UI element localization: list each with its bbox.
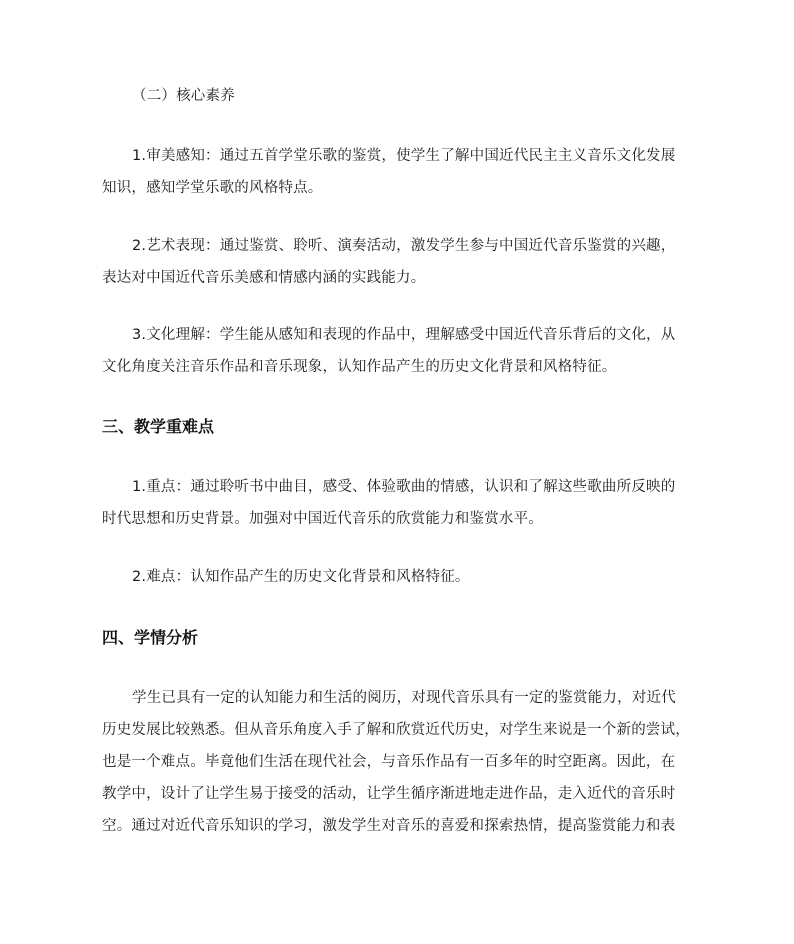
analysis-line: 历史发展比较熟悉。但从音乐角度入手了解和欣赏近代历史，对学生来说是一个新的尝试，: [102, 722, 690, 738]
subsection-title-core-literacy: （二）核心素养: [132, 88, 235, 104]
core-item-1-line-2: 知识，感知学堂乐歌的风格特点。: [102, 180, 323, 196]
focus-point-line-1: 1.重点：通过聆听书中曲目，感受、体验歌曲的情感，认识和了解这些歌曲所反映的: [132, 479, 676, 495]
core-item-2-line-1: 2.艺术表现：通过鉴赏、聆听、演奏活动，激发学生参与中国近代音乐鉴赏的兴趣，: [132, 238, 676, 254]
core-item-3-line-2: 文化角度关注音乐作品和音乐现象，认知作品产生的历史文化背景和风格特征。: [102, 359, 617, 375]
analysis-line: 教学中，设计了让学生易于接受的活动，让学生循序渐进地走进作品，走入近代的音乐时: [102, 786, 676, 802]
core-item-2-line-2: 表达对中国近代音乐美感和情感内涵的实践能力。: [102, 270, 426, 286]
difficulty-point: 2.难点：认知作品产生的历史文化背景和风格特征。: [132, 569, 470, 585]
section-heading-learner-analysis: 四、学情分析: [102, 628, 199, 647]
analysis-line: 学生已具有一定的认知能力和生活的阅历，对现代音乐具有一定的鉴赏能力，对近代: [132, 690, 676, 706]
section-heading-key-difficult-points: 三、教学重难点: [102, 417, 215, 436]
focus-point-line-2: 时代思想和历史背景。加强对中国近代音乐的欣赏能力和鉴赏水平。: [102, 511, 543, 527]
core-item-3-line-1: 3.文化理解：学生能从感知和表现的作品中，理解感受中国近代音乐背后的文化，从: [132, 327, 676, 343]
analysis-line: 也是一个难点。毕竟他们生活在现代社会，与音乐作品有一百多年的时空距离。因此，在: [102, 754, 676, 770]
core-item-1-line-1: 1.审美感知：通过五首学堂乐歌的鉴赏，使学生了解中国近代民主主义音乐文化发展: [132, 148, 676, 164]
analysis-line: 空。通过对近代音乐知识的学习，激发学生对音乐的喜爱和探索热情，提高鉴赏能力和表: [102, 818, 676, 834]
